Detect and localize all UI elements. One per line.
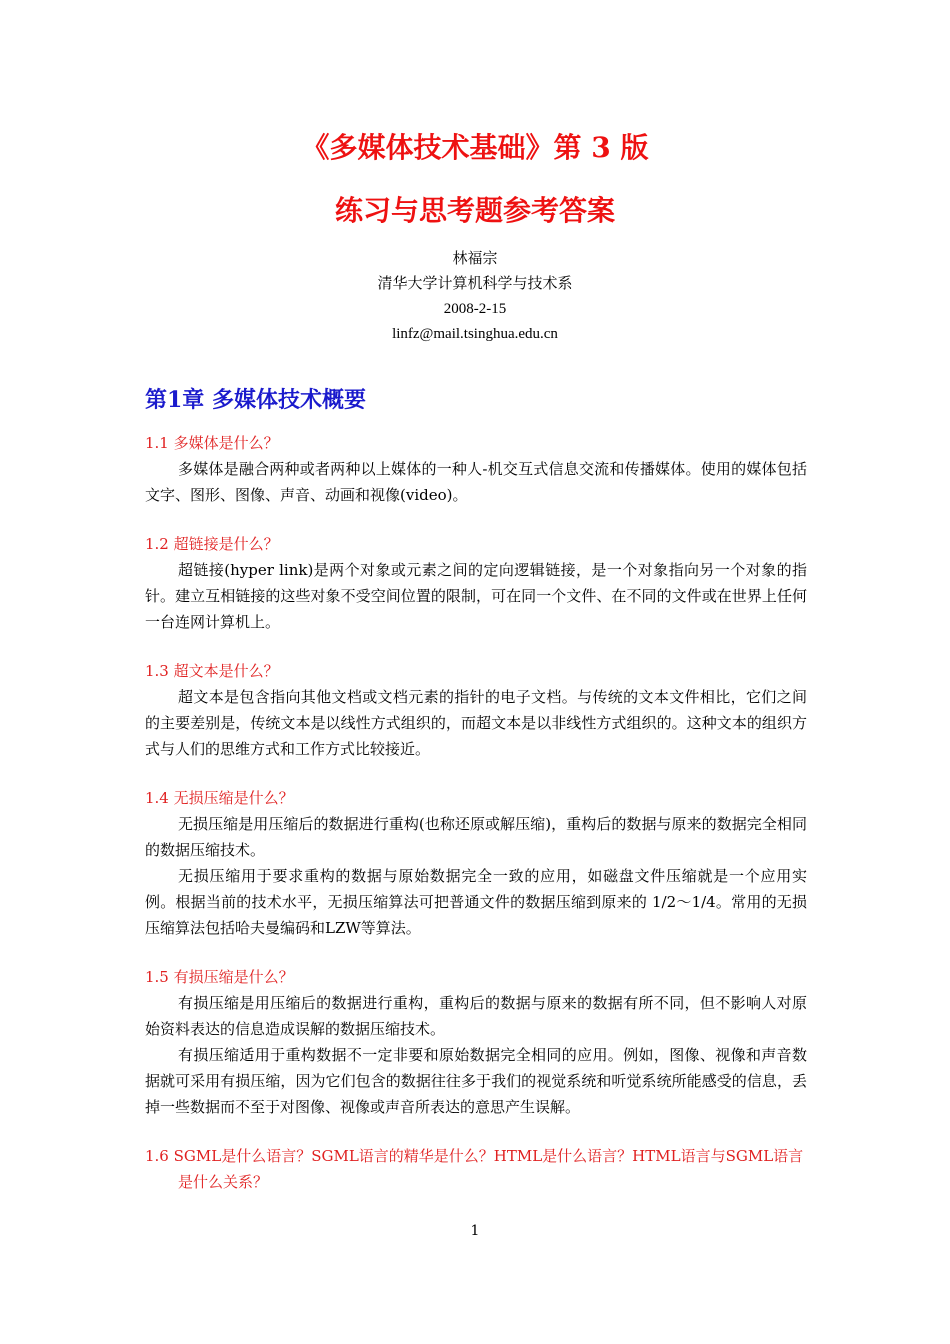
section-question: 1.1 多媒体是什么？: [145, 434, 279, 452]
section-question: 1.4 无损压缩是什么？: [145, 789, 294, 807]
section-question: 1.5 有损压缩是什么？: [145, 968, 294, 986]
document-subtitle: 练习与思考题参考答案: [334, 194, 615, 227]
section-question: 1.6 SGML是什么语言？SGML语言的精华是什么？HTML是什么语言？HTML语言与SGML语言是什么关系？: [145, 1147, 804, 1191]
section-1-3: [145, 658, 807, 762]
answer-paragraph: 超文本是包含指向其他文档或文档元素的指针的电子文档。与传统的文本文件相比，它们之间的主要差别是，传统文本是以线性方式组织的，而超文本是以非线性方式组织的。这种文本的组织方式与人们的思维方式和工作方式比较接近。: [145, 688, 807, 758]
document-title: 《多媒体技术基础》第 3 版: [301, 131, 649, 164]
answer-paragraph: 无损压缩用于要求重构的数据与原始数据完全一致的应用，如磁盘文件压缩就是一个应用实例。根据当前的技术水平，无损压缩算法可把普通文件的数据压缩到原来的 1/2～1/4。常用的无损压缩算法包括哈夫曼编码和LZW等算法。: [145, 867, 807, 937]
section-1-1: [145, 430, 807, 508]
section-question: 1.3 超文本是什么？: [145, 662, 279, 680]
section-1-5: [145, 964, 807, 1120]
author-affiliation: 清华大学计算机科学与技术系: [377, 274, 573, 292]
chapter-heading: 第1章 多媒体技术概要: [145, 387, 366, 413]
section-1-6: [145, 1143, 807, 1195]
page-number: 1: [470, 1223, 480, 1239]
section-1-4: [145, 785, 807, 941]
answer-paragraph: 有损压缩是用压缩后的数据进行重构，重构后的数据与原来的数据有所不同，但不影响人对原始资料表达的信息造成误解的数据压缩技术。: [145, 994, 807, 1038]
answer-paragraph: 无损压缩是用压缩后的数据进行重构(也称还原或解压缩)，重构后的数据与原来的数据完全相同的数据压缩技术。: [145, 815, 807, 859]
answer-paragraph: 超链接(hyper link)是两个对象或元素之间的定向逻辑链接，是一个对象指向另一个对象的指针。建立互相链接的这些对象不受空间位置的限制，可在同一个文件、在不同的文件或在世界上任何一台连网计算机上。: [145, 561, 807, 631]
author-name: 林福宗: [452, 249, 498, 267]
answer-paragraph: 有损压缩适用于重构数据不一定非要和原始数据完全相同的应用。例如，图像、视像和声音数据就可采用有损压缩，因为它们包含的数据往往多于我们的视觉系统和听觉系统所能感受的信息，丢掉一些数据而不至于对图像、视像或声音所表达的意思产生误解。: [145, 1046, 807, 1116]
chapter-content: [145, 430, 807, 1218]
answer-paragraph: 多媒体是融合两种或者两种以上媒体的一种人-机交互式信息交流和传播媒体。使用的媒体包括文字、图形、图像、声音、动画和视像(video)。: [145, 460, 807, 504]
section-question: 1.2 超链接是什么？: [145, 535, 279, 553]
document-date: 2008-2-15: [443, 301, 507, 317]
author-email: linfz@mail.tsinghua.edu.cn: [392, 326, 558, 342]
section-1-2: [145, 531, 807, 635]
